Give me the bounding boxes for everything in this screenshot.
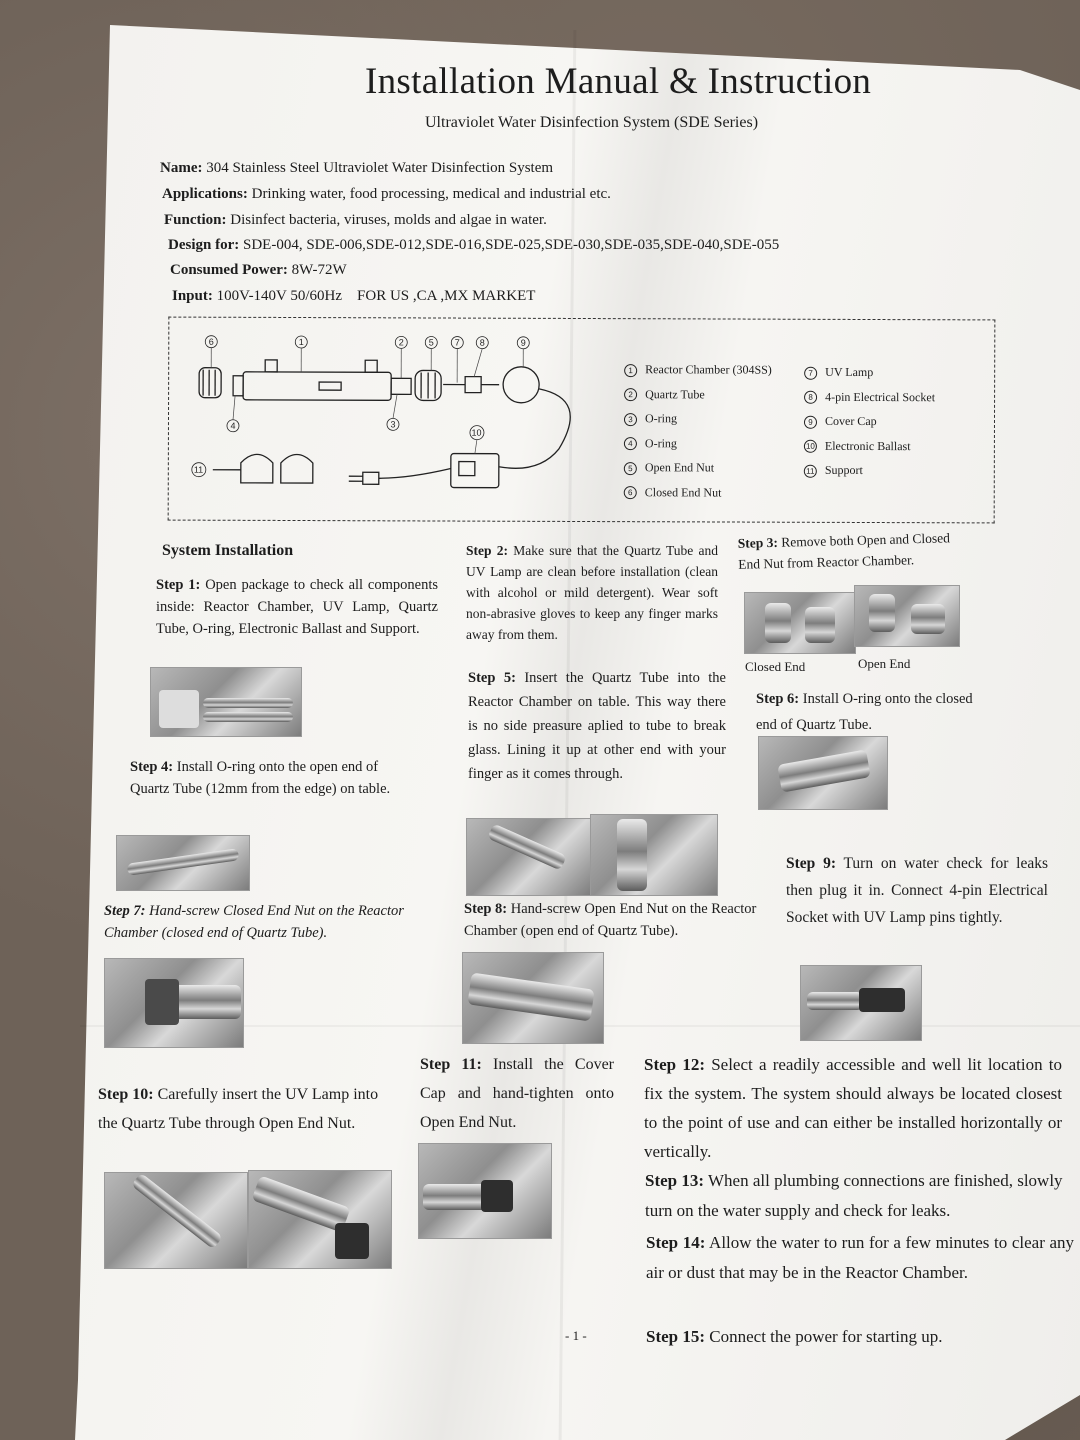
- step-9-photo: [800, 965, 922, 1041]
- legend-label: Cover Cap: [824, 413, 877, 429]
- step-4-photo: [116, 835, 250, 891]
- legend-number: 8: [804, 391, 817, 404]
- legend-item: [804, 409, 935, 434]
- step-10-photo-a: [104, 1172, 248, 1269]
- step-10-photo-b: [248, 1170, 392, 1269]
- legend-label: Open End Nut: [644, 460, 715, 475]
- legend-right: [804, 360, 935, 483]
- spec-label: Consumed Power:: [170, 262, 288, 278]
- step-text: Install O-ring onto the open end of Quartz Tube (12mm from the edge) on table.: [130, 759, 391, 797]
- step-10: [98, 1080, 400, 1138]
- spec-value: SDE-004, SDE-006,SDE-012,SDE-016,SDE-025,SDE-030,SDE-035,SDE-040,SDE-055: [243, 237, 780, 253]
- parts-diagram: [168, 317, 996, 524]
- step-1: [156, 574, 438, 640]
- callout-label: 7: [454, 337, 460, 348]
- step-6-photo: [758, 736, 888, 810]
- step-text: Open package to check all components inside: Reactor Chamber, UV Lamp, Quartz Tube, O-ring, Electronic Ballast and Support.: [156, 577, 438, 637]
- legend-number: 9: [804, 416, 817, 429]
- callout-label: 10: [471, 427, 482, 438]
- page-title: Installation Manual & Instruction: [365, 61, 872, 102]
- legend-label: Support: [824, 462, 863, 477]
- legend-item: [624, 455, 772, 480]
- callout-label: 1: [298, 337, 304, 348]
- legend-number: 4: [624, 437, 637, 450]
- page-subtitle: Ultraviolet Water Disinfection System (SDE Series): [425, 114, 759, 131]
- spec-design: [168, 237, 779, 254]
- step-text: Hand-screw Open End Nut on the Reactor Chamber (open end of Quartz Tube).: [464, 901, 757, 939]
- step-label: Step 13:: [645, 1171, 705, 1190]
- step-label: Step 8:: [464, 901, 508, 917]
- legend-item: [624, 382, 772, 407]
- step-4: [130, 756, 414, 800]
- legend-item: [804, 433, 935, 458]
- reactor-chamber-part: [243, 372, 391, 401]
- step-label: Step 15:: [646, 1327, 706, 1346]
- step-text: Carefully insert the UV Lamp into the Quartz Tube through Open End Nut.: [98, 1086, 379, 1132]
- step-text: Allow the water to run for a few minutes to clear any air or dust that may be in the Reactor Chamber.: [646, 1233, 1074, 1282]
- step-text: Turn on water check for leaks then plug it in. Connect 4-pin Electrical Socket with UV Lamp pins tightly.: [786, 855, 1048, 926]
- callout-label: 11: [193, 464, 204, 475]
- step-6: [756, 686, 978, 738]
- section-heading: System Installation: [162, 542, 294, 559]
- spec-value: 8W-72W: [291, 262, 347, 278]
- legend-item: [624, 480, 772, 505]
- spec-function: [164, 212, 547, 229]
- step-text: Install O-ring onto the closed end of Quartz Tube.: [756, 691, 973, 733]
- step-label: Step 11:: [420, 1056, 482, 1073]
- legend-number: 1: [624, 364, 637, 377]
- step-5-photo-a: [466, 818, 592, 896]
- legend-item: [624, 357, 772, 382]
- step-text: Install the Cover Cap and hand-tighten onto Open End Nut.: [420, 1056, 614, 1131]
- quartz-tube-part: [391, 378, 411, 394]
- callout-label: 3: [390, 419, 396, 430]
- step-label: Step 6:: [756, 691, 800, 707]
- callout-label: 8: [479, 337, 485, 348]
- step-text: Connect the power for starting up.: [709, 1327, 943, 1346]
- legend-item: [804, 384, 935, 409]
- step-3-photo-a: [744, 592, 856, 654]
- legend-label: Closed End Nut: [644, 484, 722, 499]
- callout-label: 6: [208, 336, 214, 347]
- step-11: [420, 1050, 614, 1137]
- step-label: Step 5:: [468, 670, 516, 686]
- spec-value: Disinfect bacteria, viruses, molds and algae in water.: [230, 212, 547, 228]
- support-part: [241, 454, 273, 483]
- legend-item: [624, 406, 772, 431]
- legend-label: Reactor Chamber (304SS): [645, 362, 772, 377]
- spec-label: Function:: [164, 212, 227, 228]
- step-8: [464, 898, 782, 942]
- legend-item: [624, 431, 772, 456]
- spec-label: Input:: [172, 288, 213, 304]
- step-7-photo: [104, 958, 244, 1048]
- spec-value: 100V-140V 50/60Hz FOR US ,CA ,MX MARKET: [216, 288, 536, 304]
- callout-label: 4: [230, 420, 236, 431]
- legend-label: Quartz Tube: [645, 386, 705, 401]
- step-3: [737, 527, 958, 575]
- step-label: Step 12:: [644, 1055, 705, 1074]
- step-5-photo-b: [590, 814, 718, 896]
- socket-part: [465, 377, 481, 393]
- step-text: Hand-screw Closed End Nut on the Reactor Chamber (closed end of Quartz Tube).: [104, 903, 404, 941]
- legend-item: [804, 360, 935, 385]
- step-12: [644, 1050, 1062, 1166]
- legend-label: O-ring: [644, 435, 677, 450]
- step-5: [468, 666, 726, 786]
- step-label: Step 1:: [156, 577, 201, 593]
- spec-value: Drinking water, food processing, medical and industrial etc.: [251, 186, 611, 202]
- step-text: When all plumbing connections are finished, slowly turn on the water supply and check for leaks.: [645, 1171, 1063, 1220]
- callout-label: 5: [428, 337, 434, 348]
- callout-label: 9: [520, 337, 526, 348]
- spec-label: Design for:: [168, 237, 240, 253]
- callout-label: 2: [398, 337, 404, 348]
- step-1-photo: [150, 667, 302, 737]
- spec-label: Applications:: [162, 186, 248, 202]
- spec-power: [170, 262, 347, 279]
- step-text: Insert the Quartz Tube into the Reactor Chamber on table. This way there is no side preasure aplied to tube to break glass. Lining it up at other end with your finger as it comes through.: [468, 670, 726, 782]
- open-end-caption: Open End: [858, 656, 911, 671]
- page-number: - 1 -: [565, 1328, 587, 1343]
- legend-number: 6: [624, 486, 637, 499]
- step-2: [466, 540, 718, 645]
- spec-name: [160, 160, 553, 177]
- step-text: Remove both Open and Closed End Nut from Reactor Chamber.: [738, 530, 951, 572]
- step-text: Select a readily accessible and well lit location to fix the system. The system should always be located closest to the point of use and can either be installed horizontally or vertically.: [644, 1055, 1063, 1161]
- cover-cap-part: [503, 367, 539, 403]
- step-11-photo: [418, 1143, 552, 1239]
- closed-end-caption: Closed End: [745, 659, 806, 674]
- step-text: Make sure that the Quartz Tube and UV Lamp are clean before installation (clean with alcohol or mild detergent). Wear soft non-abrasive gloves to keep any finger marks away from them.: [466, 543, 719, 642]
- step-label: Step 14:: [646, 1233, 706, 1252]
- step-14: [646, 1228, 1074, 1288]
- step-15: [646, 1322, 1066, 1352]
- step-3-photo-b: [854, 585, 960, 647]
- step-label: Step 4:: [130, 759, 174, 775]
- closed-end-nut-part: [199, 368, 221, 398]
- legend-number: 3: [624, 413, 637, 426]
- legend-label: Electronic Ballast: [824, 438, 911, 453]
- step-label: Step 2:: [466, 543, 509, 558]
- legend-label: 4-pin Electrical Socket: [825, 389, 936, 404]
- spec-applications: [162, 186, 611, 203]
- step-label: Step 10:: [98, 1086, 154, 1103]
- legend-label: UV Lamp: [825, 364, 874, 380]
- legend-left: [624, 357, 772, 505]
- legend-label: O-ring: [644, 411, 678, 426]
- legend-item: [804, 458, 935, 483]
- spec-label: Name:: [160, 160, 203, 176]
- legend-number: 11: [804, 465, 817, 478]
- legend-number: 2: [624, 388, 637, 401]
- legend-number: 5: [624, 462, 637, 475]
- spec-input: [172, 288, 535, 305]
- step-7: [104, 900, 454, 944]
- legend-number: 10: [804, 440, 817, 453]
- o-ring-part: [233, 376, 243, 396]
- legend-number: 7: [804, 367, 817, 380]
- step-8-photo: [462, 952, 604, 1044]
- step-label: Step 9:: [786, 855, 836, 872]
- step-9: [786, 850, 1048, 931]
- step-13: [645, 1166, 1065, 1226]
- step-label: Step 7:: [104, 903, 146, 919]
- parts-drawing: [169, 318, 620, 520]
- step-label: Step 3:: [737, 534, 779, 551]
- spec-value: 304 Stainless Steel Ultraviolet Water Disinfection System: [206, 160, 554, 176]
